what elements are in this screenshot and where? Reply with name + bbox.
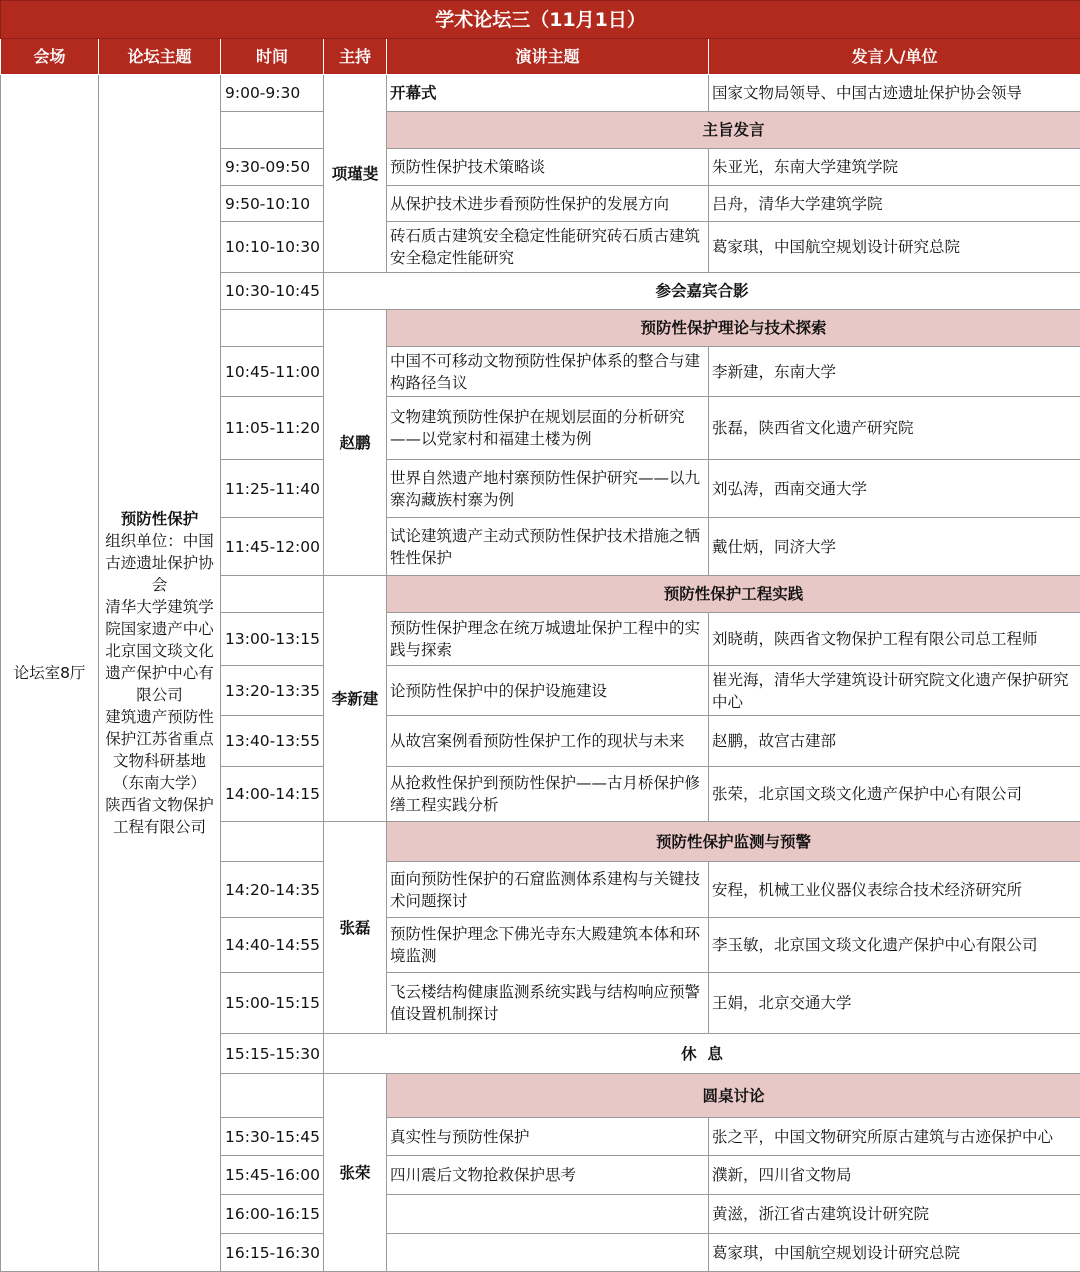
host-cell: 张荣 (324, 1074, 387, 1272)
time-cell (221, 822, 324, 862)
topic-cell: 中国不可移动文物预防性保护体系的整合与建构路径刍议 (387, 347, 709, 397)
time-cell: 15:45-16:00 (221, 1156, 324, 1195)
time-cell: 15:15-15:30 (221, 1034, 324, 1074)
topic-cell: 文物建筑预防性保护在规划层面的分析研究——以党家村和福建土楼为例 (387, 397, 709, 460)
topic-cell: 从抢救性保护到预防性保护——古月桥保护修缮工程实践分析 (387, 767, 709, 822)
header-topic: 演讲主题 (387, 39, 709, 75)
topic-cell: 真实性与预防性保护 (387, 1118, 709, 1156)
time-cell: 10:10-10:30 (221, 222, 324, 273)
speaker-cell: 葛家琪，中国航空规划设计研究总院 (709, 222, 1080, 273)
theme-line: 清华大学建筑学院国家遗产中心 (101, 596, 218, 640)
time-cell: 9:00-9:30 (221, 75, 324, 112)
speaker-cell: 张之平，中国文物研究所原古建筑与古迹保护中心 (709, 1118, 1080, 1156)
speaker-cell: 王娟，北京交通大学 (709, 973, 1080, 1034)
break-cell: 参会嘉宾合影 (324, 273, 1080, 310)
time-cell: 15:00-15:15 (221, 973, 324, 1034)
speaker-cell: 吕舟，清华大学建筑学院 (709, 186, 1080, 222)
time-cell: 13:20-13:35 (221, 666, 324, 716)
section-header: 圆桌讨论 (387, 1074, 1080, 1118)
section-header: 预防性保护监测与预警 (387, 822, 1080, 862)
section-header: 预防性保护工程实践 (387, 576, 1080, 613)
time-cell: 13:00-13:15 (221, 613, 324, 666)
topic-cell: 四川震后文物抢救保护思考 (387, 1156, 709, 1195)
theme-line: 建筑遗产预防性保护江苏省重点文物科研基地（东南大学） (101, 706, 218, 794)
time-cell: 14:40-14:55 (221, 918, 324, 973)
time-cell: 14:00-14:15 (221, 767, 324, 822)
time-cell: 9:30-09:50 (221, 149, 324, 186)
host-cell: 赵鹏 (324, 310, 387, 576)
forum-title: 学术论坛三（11月1日） (1, 1, 1080, 39)
theme-title: 预防性保护 (101, 508, 218, 530)
time-cell: 11:05-11:20 (221, 397, 324, 460)
topic-cell: 试论建筑遗产主动式预防性保护技术措施之牺牲性保护 (387, 518, 709, 576)
speaker-cell: 赵鹏，故宫古建部 (709, 716, 1080, 767)
speaker-cell: 朱亚光，东南大学建筑学院 (709, 149, 1080, 186)
speaker-cell: 刘弘涛，西南交通大学 (709, 460, 1080, 518)
break-cell: 休 息 (324, 1034, 1080, 1074)
time-cell: 16:00-16:15 (221, 1195, 324, 1234)
time-cell: 11:45-12:00 (221, 518, 324, 576)
time-cell: 16:15-16:30 (221, 1234, 324, 1272)
host-cell: 李新建 (324, 576, 387, 822)
topic-cell: 论预防性保护中的保护设施建设 (387, 666, 709, 716)
topic-cell (387, 1195, 709, 1234)
section-header: 主旨发言 (387, 112, 1080, 149)
speaker-cell: 张磊，陕西省文化遗产研究院 (709, 397, 1080, 460)
host-cell: 项瑾斐 (324, 75, 387, 273)
speaker-cell: 戴仕炳，同济大学 (709, 518, 1080, 576)
speaker-cell: 张荣，北京国文琰文化遗产保护中心有限公司 (709, 767, 1080, 822)
topic-cell: 面向预防性保护的石窟监测体系建构与关键技术问题探讨 (387, 862, 709, 918)
topic-cell: 预防性保护技术策略谈 (387, 149, 709, 186)
section-header: 预防性保护理论与技术探索 (387, 310, 1080, 347)
theme-line: 北京国文琰文化遗产保护中心有限公司 (101, 640, 218, 706)
venue-cell: 论坛室8厅 (1, 75, 99, 1272)
topic-cell: 预防性保护理念在统万城遗址保护工程中的实践与探索 (387, 613, 709, 666)
speaker-cell: 黄滋，浙江省古建筑设计研究院 (709, 1195, 1080, 1234)
speaker-cell: 刘晓萌，陕西省文物保护工程有限公司总工程师 (709, 613, 1080, 666)
speaker-cell: 崔光海，清华大学建筑设计研究院文化遗产保护研究中心 (709, 666, 1080, 716)
theme-cell (99, 75, 221, 1272)
time-cell: 10:45-11:00 (221, 347, 324, 397)
topic-cell: 预防性保护理念下佛光寺东大殿建筑本体和环境监测 (387, 918, 709, 973)
speaker-cell: 国家文物局领导、中国古迹遗址保护协会领导 (709, 75, 1080, 112)
header-row (1, 39, 1080, 75)
time-cell: 10:30-10:45 (221, 273, 324, 310)
host-cell: 张磊 (324, 822, 387, 1034)
speaker-cell: 葛家琪，中国航空规划设计研究总院 (709, 1234, 1080, 1272)
topic-cell (387, 1234, 709, 1272)
time-cell: 14:20-14:35 (221, 862, 324, 918)
time-cell: 13:40-13:55 (221, 716, 324, 767)
speaker-cell: 安程，机械工业仪器仪表综合技术经济研究所 (709, 862, 1080, 918)
time-cell: 11:25-11:40 (221, 460, 324, 518)
theme-line: 陕西省文物保护工程有限公司 (101, 794, 218, 838)
topic-cell: 世界自然遗产地村寨预防性保护研究——以九寨沟藏族村寨为例 (387, 460, 709, 518)
header-time: 时间 (221, 39, 324, 75)
speaker-cell: 李新建，东南大学 (709, 347, 1080, 397)
title-row (1, 1, 1080, 39)
header-speaker: 发言人/单位 (709, 39, 1080, 75)
topic-cell: 从故宫案例看预防性保护工作的现状与未来 (387, 716, 709, 767)
header-venue: 会场 (1, 39, 99, 75)
time-cell: 9:50-10:10 (221, 186, 324, 222)
time-cell (221, 112, 324, 149)
speaker-cell: 李玉敏，北京国文琰文化遗产保护中心有限公司 (709, 918, 1080, 973)
time-cell (221, 310, 324, 347)
header-host: 主持 (324, 39, 387, 75)
time-cell: 15:30-15:45 (221, 1118, 324, 1156)
topic-cell: 砖石质古建筑安全稳定性能研究砖石质古建筑安全稳定性能研究 (387, 222, 709, 273)
table-row (1, 75, 1080, 112)
speaker-cell: 濮新，四川省文物局 (709, 1156, 1080, 1195)
topic-cell: 从保护技术进步看预防性保护的发展方向 (387, 186, 709, 222)
theme-line: 组织单位：中国古迹遗址保护协会 (101, 530, 218, 596)
topic-cell: 开幕式 (387, 75, 709, 112)
time-cell (221, 576, 324, 613)
topic-cell: 飞云楼结构健康监测系统实践与结构响应预警值设置机制探讨 (387, 973, 709, 1034)
time-cell (221, 1074, 324, 1118)
header-theme: 论坛主题 (99, 39, 221, 75)
